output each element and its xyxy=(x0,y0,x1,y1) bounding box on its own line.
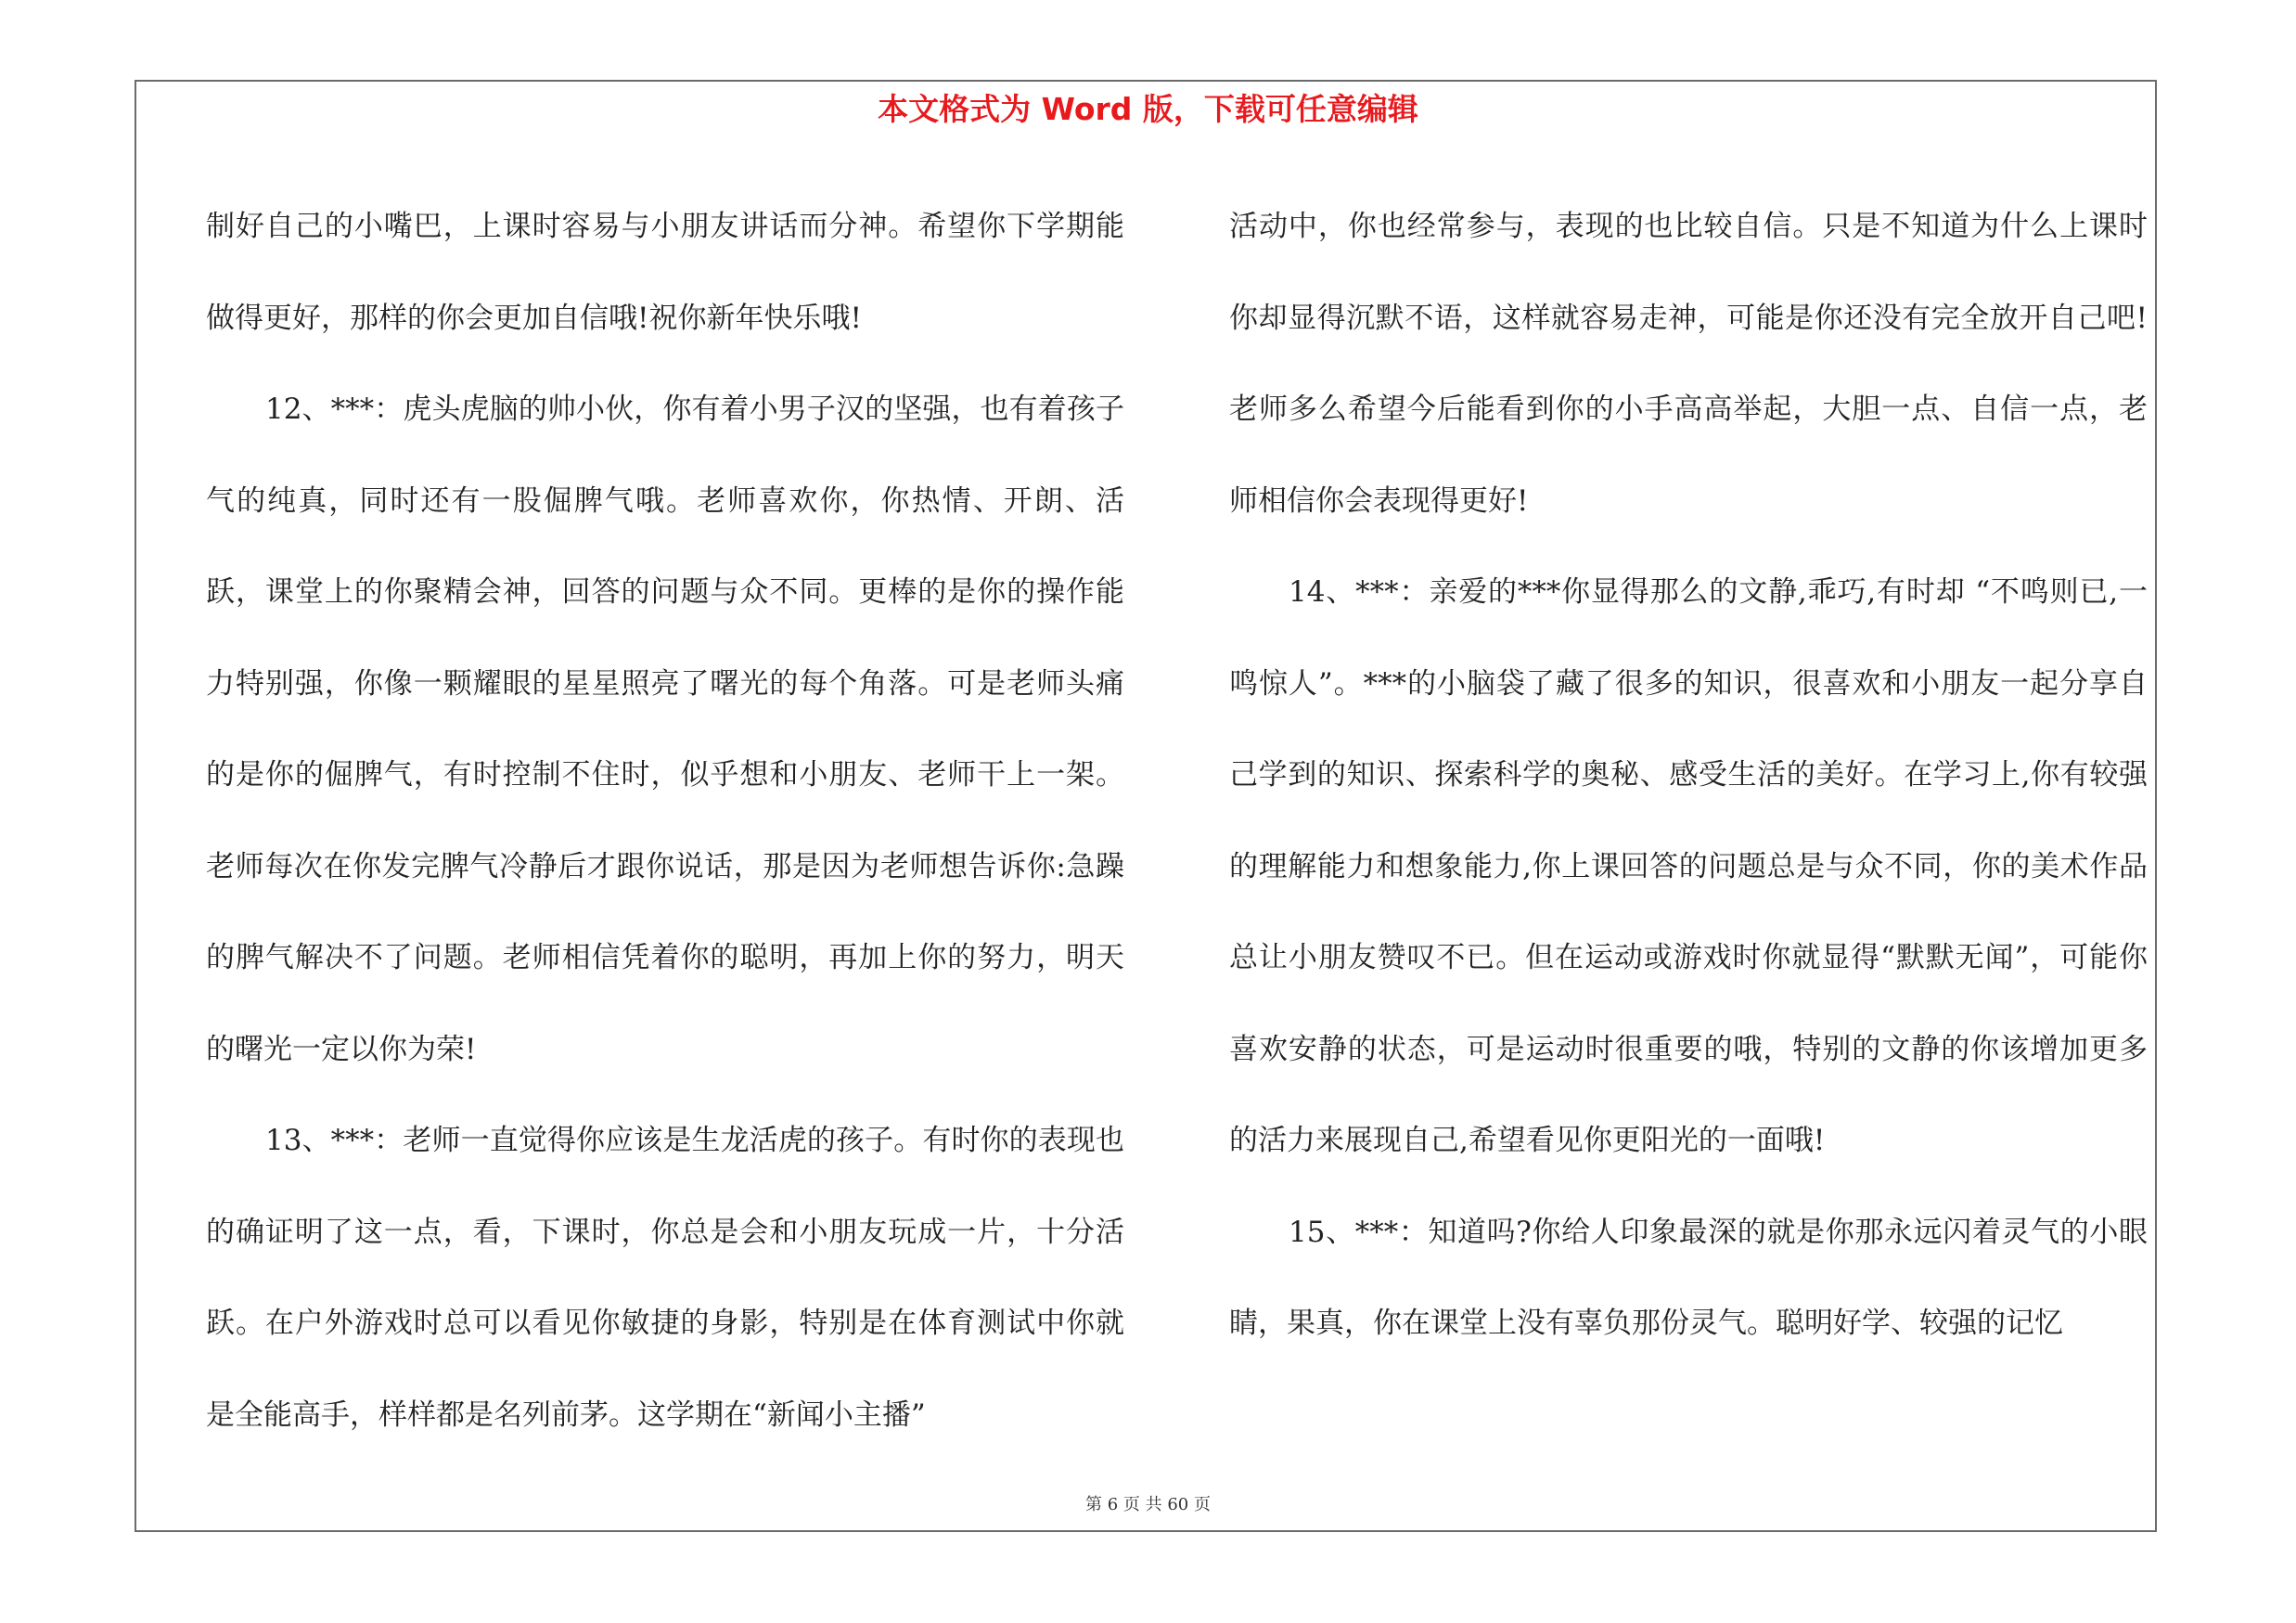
paragraph-continued-11: 制好自己的小嘴巴，上课时容易与小朋友讲话而分神。希望你下学期能做得更好，那样的你会更加自信哦!祝你新年快乐哦! xyxy=(206,210,1124,335)
word-format-banner: 本文格式为 Word 版，下载可任意编辑 xyxy=(878,91,1418,127)
paragraph-comment-15: 15、***：知道吗?你给人印象最深的就是你那永远闪着灵气的小眼睛，果真，你在课堂上没有辜负那份灵气。聪明好学、较强的记忆 xyxy=(1229,1215,2148,1340)
paragraph-comment-12: 12、***：虎头虎脑的帅小伙，你有着小男子汉的坚强，也有着孩子气的纯真，同时还有一股倔脾气哦。老师喜欢你，你热情、开朗、活跃，课堂上的你聚精会神，回答的问题与众不同。更棒的是你的操作能力特别强，你像一颗耀眼的星星照亮了曙光的每个角落。可是老师头痛的是你的倔脾气，有时控制不住时，似乎想和小朋友、老师干上一架。老师每次在你发完脾气冷静后才跟你说话，那是因为老师想告诉你:急躁的脾气解决不了问题。老师相信凭着你的聪明，再加上你的努力，明天的曙光一定以你为荣! xyxy=(206,393,1124,1066)
paragraph-comment-13: 13、***：老师一直觉得你应该是生龙活虎的孩子。有时你的表现也的确证明了这一点，看，下课时，你总是会和小朋友玩成一片，十分活跃。在户外游戏时总可以看见你敏捷的身影，特别是在体育测试中你就是全能高手，样样都是名列前茅。这学期在“新闻小主播” xyxy=(206,1124,1124,1432)
paragraph-comment-14: 14、***：亲爱的***你显得那么的文静,乖巧,有时却 “不鸣则已,一鸣惊人”。***的小脑袋了藏了很多的知识，很喜欢和小朋友一起分享自己学到的知识、探索科学的奥秘、感受生活的美好。在学习上,你有较强的理解能力和想象能力,你上课回答的问题总是与众不同，你的美术作品总让小朋友赞叹不已。但在运动或游戏时你就显得“默默无闻”，可能你喜欢安静的状态，可是运动时很重要的哦，特别的文静的你该增加更多的活力来展现自己,希望看见你更阳光的一面哦! xyxy=(1229,575,2148,1157)
paragraph-continued-13: 活动中，你也经常参与，表现的也比较自信。只是不知道为什么上课时你却显得沉默不语，这样就容易走神，可能是你还没有完全放开自己吧!老师多么希望今后能看到你的小手高高举起，大胆一点、自信一点，老师相信你会表现得更好! xyxy=(1229,210,2148,518)
left-column xyxy=(206,181,1124,1461)
page-number-footer: 第 6 页 共 60 页 xyxy=(1085,1495,1211,1514)
right-column xyxy=(1229,181,2148,1370)
